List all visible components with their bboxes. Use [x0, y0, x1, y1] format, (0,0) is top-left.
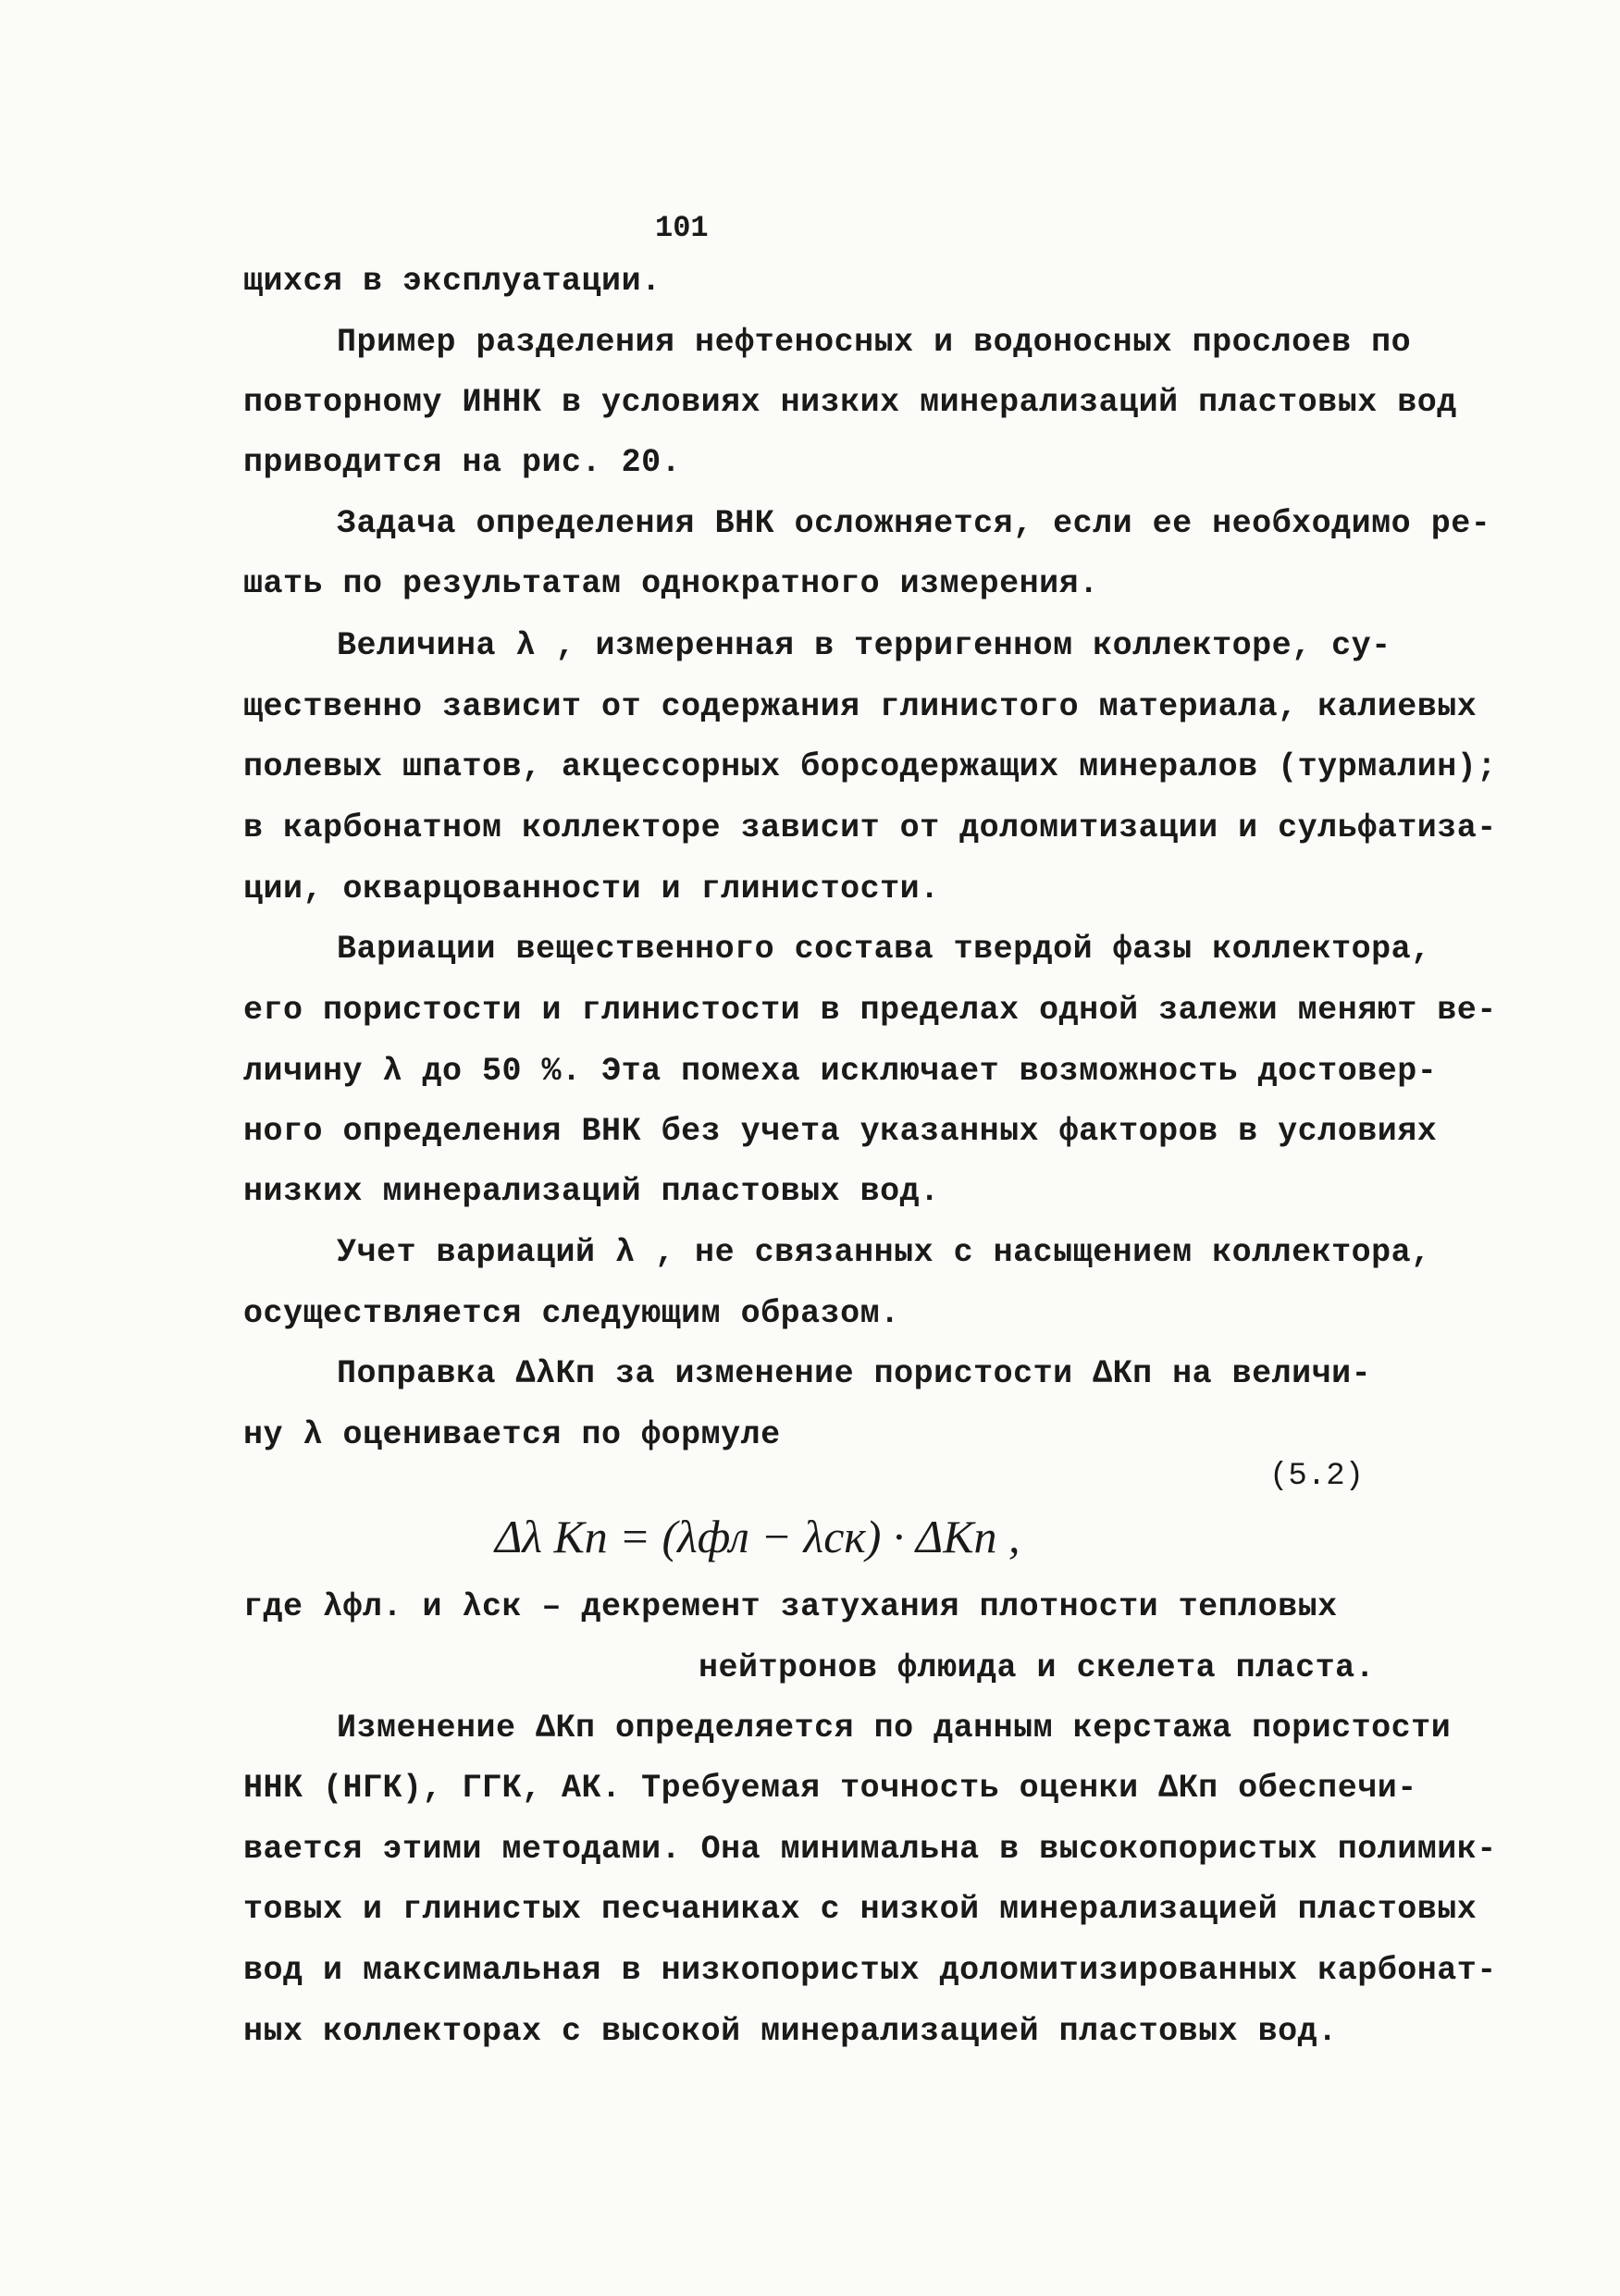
page-number: 101 [655, 211, 709, 245]
text-line: личину λ до 50 %. Эта помеха исключает возможность достовер- [243, 1053, 1438, 1090]
text-line: осуществляется следующим образом. [243, 1295, 900, 1332]
formula: Δλ Кп = (λфл − λск) · ΔКп , [495, 1511, 1020, 1562]
text-line: его пористости и глинистости в пределах одной залежи меняют ве- [243, 992, 1497, 1029]
text-line: полевых шпатов, акцессорных борсодержащих минералов (турмалин); [243, 748, 1497, 785]
text-line: щихся в эксплуатации. [243, 263, 662, 300]
text-line: низких минерализаций пластовых вод. [243, 1173, 940, 1210]
text-line: вод и максимальная в низкопористых доломитизированных карбонат- [243, 1952, 1497, 1989]
text-line: Изменение ΔКп определяется по данным керстажа пористости [337, 1710, 1452, 1747]
text-line: ных коллекторах с высокой минерализацией пластовых вод. [243, 2013, 1338, 2050]
text-line: Учет вариаций λ , не связанных с насыщением коллектора, [337, 1234, 1431, 1271]
text-line: щественно зависит от содержания глинистого материала, калиевых [243, 688, 1478, 725]
where-line: где λфл. и λск – декремент затухания плотности тепловых [243, 1588, 1338, 1625]
where-line: нейтронов флюида и скелета пласта. [699, 1649, 1376, 1686]
text-line: ции, окварцованности и глинистости. [243, 870, 940, 907]
text-line: ну λ оценивается по формуле [243, 1416, 781, 1453]
text-line: Пример разделения нефтеносных и водоносных прослоев по [337, 324, 1412, 361]
text-line: Величина λ , измеренная в терригенном коллекторе, су- [337, 627, 1391, 664]
text-line: в карбонатном коллекторе зависит от доломитизации и сульфатиза- [243, 809, 1497, 846]
text-line: ННК (НГК), ГГК, АК. Требуемая точность оценки ΔКп обеспечи- [243, 1770, 1417, 1807]
text-line: шать по результатам однократного измерения. [243, 565, 1099, 602]
text-line: Вариации вещественного состава твердой фазы коллектора, [337, 931, 1431, 968]
text-line: ного определения ВНК без учета указанных факторов в условиях [243, 1113, 1438, 1150]
equation-number: (5.2) [1269, 1459, 1365, 1494]
text-line: Задача определения ВНК осложняется, если ее необходимо ре- [337, 505, 1491, 542]
text-line: приводится на рис. 20. [243, 444, 682, 481]
text-line: вается этими методами. Она минимальна в высокопористых полимик- [243, 1831, 1497, 1868]
text-line: повторному ИННК в условиях низких минерализаций пластовых вод [243, 384, 1457, 421]
text-line: товых и глинистых песчаниках с низкой минерализацией пластовых [243, 1891, 1478, 1928]
text-line: Поправка ΔλКп за изменение пористости ΔКп на величи- [337, 1355, 1372, 1392]
